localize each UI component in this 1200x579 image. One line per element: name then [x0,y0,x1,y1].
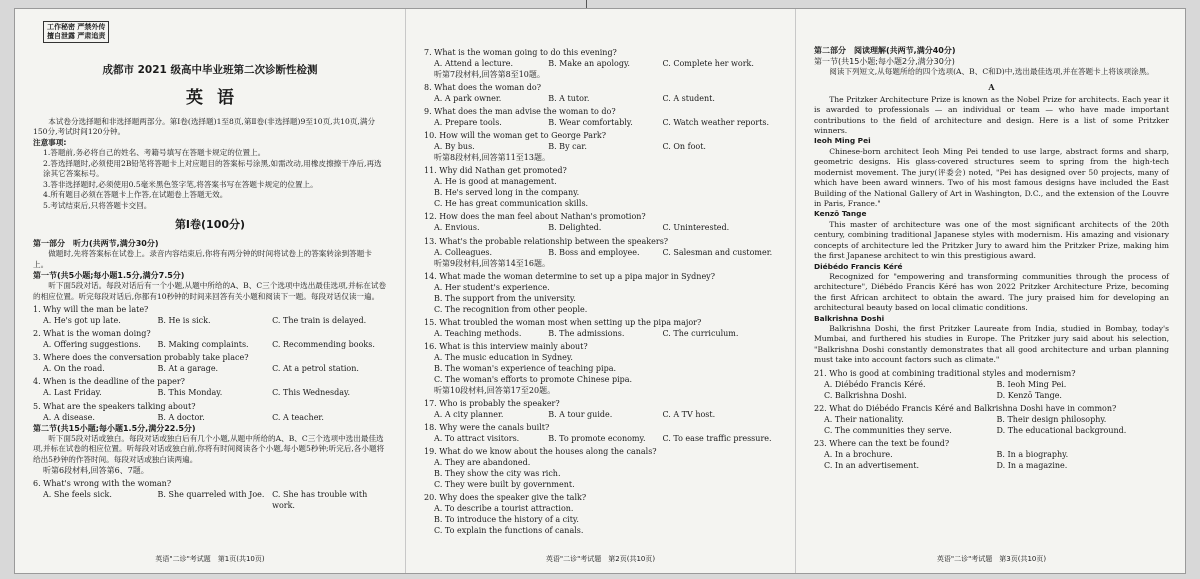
question-text: 19. What do we know about the houses along the canals? [424,447,657,457]
question-text: 4. When is the deadline of the paper? [33,377,185,387]
page-footer: 英语"二诊"考试题 第1页(共10页) [155,555,265,564]
options-row [814,460,1169,471]
option: A. A park owner. [434,94,502,104]
question-text: 3. Where does the conversation probably take place? [33,353,249,363]
question [814,368,1169,401]
option: A. Teaching methods. [434,328,522,338]
exam-sheet [14,8,1186,574]
winner-paragraph: Chinese-born architect Ieoh Ming Pei tended to use large, abstract forms and sharp, geometric designs. His glass-covered structures seem to spring from the high-tech modernist movement. The jury(评委会) noted, "Pei has designed over 50 projects, many of which have been award winners. Two of his most famous designs have included the East Building of the National Gallery of Art in Washington, D.C., and the extension of the Louvre in Paris, France." [814,146,1169,208]
options-row [814,390,1169,401]
question-text: 13. What's the probable relationship between the speakers? [424,236,669,246]
question [424,165,777,209]
question-group-1 [33,304,387,422]
option: B. A tour guide. [548,409,613,419]
question [424,398,777,420]
question [424,317,777,339]
option: B. At a garage. [157,364,219,374]
part2-heading: 第二部分 阅读理解(共两节,满分40分) [814,46,956,55]
option: A. Prepare tools. [434,118,502,128]
option: A. On the road. [43,364,105,374]
options-row [424,514,777,525]
option: B. Delighted. [548,223,602,233]
question-text: 17. Who is probably the speaker? [424,398,560,408]
options-row [33,363,387,374]
question-6 [33,478,387,511]
volume-title: 第Ⅰ卷(100分) [174,218,246,232]
passage-label: A [988,81,995,92]
option: A. Attend a lecture. [434,59,514,69]
exam-title: 成都市 2021 级高中毕业班第二次诊断性检测 [102,64,318,76]
sec1-heading: 第一节(共15小题;每小题2分,满分30分) [814,57,955,67]
question [424,82,777,104]
options-row [424,176,777,187]
option: A. She feels sick. [43,490,112,500]
option: A. He is good at management. [434,177,557,187]
options-row [424,503,777,514]
options-row [814,449,1169,460]
question [33,401,387,423]
options-row [424,479,777,490]
options-row [424,409,777,420]
option: D. The educational background. [996,425,1127,435]
option: B. Wear comfortably. [548,118,633,128]
question-text: 7. What is the woman going to do this evening? [424,48,617,57]
question [814,438,1169,471]
question-text: 22. What do Diébédo Francis Kéré and Balkrishna Doshi have in common? [814,403,1117,413]
question [424,47,777,69]
listen-instruction: 听第10段材料,回答第17至20题。 [434,385,556,395]
option: C. The woman's efforts to promote Chinese pipa. [434,374,633,384]
options-row [424,93,777,104]
question [33,352,387,374]
winner-heading: Diébédo Francis Kéré [814,261,903,271]
option: C. To ease traffic pressure. [662,434,772,444]
confidential-stamp [43,21,109,43]
option: C. Recommending books. [272,340,375,350]
question [814,403,1169,436]
question [424,446,777,490]
options-row [33,315,387,326]
option: B. To introduce the history of a city. [434,515,579,525]
question-text: 20. Why does the speaker give the talk? [424,493,587,503]
option: C. The communities they serve. [824,425,952,435]
option: A. Colleagues. [434,247,493,257]
question-text: 6. What's wrong with the woman? [33,479,172,489]
option: C. Balkrishna Doshi. [824,390,907,400]
part1-intro: 做题时,先将答案标在试卷上。录音内容结束后,你将有两分钟的时间将试卷上的答案转涂到答题卡上。 [33,249,372,269]
sec1-heading: 第一节(共5小题;每小题1.5分,满分7.5分) [33,271,185,281]
option: B. The admissions. [548,328,625,338]
option: B. In a biography. [996,449,1069,459]
winner-heading: Balkrishna Doshi [814,313,885,323]
winner-paragraph: Recognized for "empowering and transforming communities through the process of architecture", Diébédo Francis Kéré has won 2022 Pritzker Architecture Prize, becoming the first African architect to obtain the award. The jury praised him for developing an architectural beauty based on local climatic conditions. [814,271,1169,313]
option: A. Envious. [434,223,480,233]
options-row [33,489,387,511]
option: C. The curriculum. [662,328,739,338]
subject-title: 英语 [186,88,248,109]
option: B. Their design philosophy. [996,414,1107,424]
option: A. Her student's experience. [434,282,550,292]
question-text: 14. What made the woman determine to set up a pipa major in Sydney? [424,271,715,281]
listen-instruction: 听第8段材料,回答第11至13题。 [434,153,550,163]
passage-intro: The Pritzker Architecture Prize is known as the Nobel Prize for architects. Each year it is awarded to professionals — an individual or team — who have made important contributions to the field of architecture and design. Here is a list of some Pritzker winners. [814,94,1169,135]
option: A. By bus. [434,142,475,152]
question-text: 8. What does the woman do? [424,83,541,93]
options-row [424,117,777,128]
page-2 [405,9,795,573]
option: A. A disease. [43,412,95,422]
question [424,106,777,128]
question-text: 12. How does the man feel about Nathan's promotion? [424,212,646,222]
option: B. Boss and employee. [548,247,640,257]
option: B. Ieoh Ming Pei. [996,379,1067,389]
question [424,341,777,385]
option: D. In a magazine. [996,461,1068,470]
option: B. A doctor. [157,412,205,422]
options-row [33,339,387,350]
option: C. Uninterested. [662,223,730,233]
stamp-line-1: 工作秘密 严禁外传 [47,23,106,31]
question [424,492,777,536]
question [424,211,777,233]
note-item: 3.答非选择题时,必须使用0.5毫米黑色签字笔,将答案书写在答题卡规定的位置上。 [43,179,318,189]
option: C. They were built by government. [434,480,575,490]
page-footer: 英语"二诊"考试题 第3页(共10页) [936,555,1047,564]
options-row [424,328,777,339]
option: B. A tutor. [548,94,590,104]
option: C. Watch weather reports. [662,118,770,128]
options-row [424,352,777,363]
option: C. This Wednesday. [272,388,351,398]
option: C. A student. [662,94,715,104]
sec1-intro: 听下面5段对话。每段对话后有一个小题,从题中所给的A、B、C三个选项中选出最佳选项,并标在试卷的相应位置。听完每段对话后,你都有10秒钟的时间来回答有关小题和阅读下一题。每段对话仅读一遍。 [33,281,387,301]
option: B. They show the city was rich. [434,469,561,479]
winner-heading: Kenzō Tange [814,209,867,219]
option: B. He is sick. [157,316,211,326]
options-row [424,363,777,374]
option: C. In an advertisement. [824,461,920,470]
option: C. She has trouble with work. [272,490,368,511]
option: A. A city planner. [434,409,504,419]
question-text: 2. What is the woman doing? [33,329,151,339]
winner-paragraph: Balkrishna Doshi, the first Pritzker Laureate from India, studied in Bombay, today's Mumbai, and furthered his studies in Europe. The Pritzker jury said about his selection, "Balkrishna Doshi constantly demonstrates that all good architecture and urban planning must take into account factors such as climate." [814,323,1169,365]
options-row [33,412,387,423]
options-row [424,141,777,152]
question-text: 9. What does the man advise the woman to do? [424,107,616,117]
option: A. He's got up late. [43,316,121,326]
option: C. Salesman and customer. [662,247,773,257]
option: B. She quarreled with Joe. [157,490,265,500]
options-row [424,222,777,233]
question [424,130,777,152]
question [33,376,387,398]
option: A. In a brochure. [824,449,893,459]
option: C. The train is delayed. [272,316,367,326]
options-row [424,58,777,69]
options-row [424,247,777,258]
option: C. A teacher. [272,412,324,422]
listen-instruction: 听第6段材料,回答第6、7题。 [43,466,149,476]
option: A. Last Friday. [43,388,102,398]
option: A. Their nationality. [824,414,904,424]
exam-intro: 本试卷分选择题和非选择题两部分。第Ⅰ卷(选择题)1至8页,第Ⅱ卷(非选择题)9至10页,共10页,满分150分,考试时间120分钟。 [33,116,376,137]
note-item: 1.答题前,务必将自己的姓名、考籍号填写在答题卡规定的位置上。 [43,148,266,158]
notes-heading: 注意事项: [33,137,67,147]
question-text: 16. What is this interview mainly about? [424,341,588,351]
option: A. Diébédo Francis Kéré. [824,379,926,389]
option: C. He has great communication skills. [434,199,589,209]
option: B. Make an apology. [548,59,630,69]
option: B. By car. [548,142,587,152]
sec2-heading: 第二节(共15小题;每小题1.5分,满分22.5分) [33,423,196,433]
options-row [424,374,777,385]
sec1-intro: 阅读下列短文,从每题所给的四个选项(A、B、C和D)中,选出最佳选项,并在答题卡上将该项涂黑。 [829,67,1154,77]
options-row [424,433,777,444]
options-row [424,282,777,293]
options-row [814,425,1169,436]
part1-heading: 第一部分 听力(共两节,满分30分) [33,239,159,249]
option: D. Kenzō Tange. [996,390,1062,400]
option: A. To attract visitors. [434,434,520,444]
sec2-intro: 听下面5段对话或独白。每段对话或独白后有几个小题,从题中所给的A、B、C三个选项中选出最佳选项,并标在试卷的相应位置。听每段对话或独白前,你将有时间阅读各个小题,每小题5秒钟;听完后,各小题将给出5秒钟的作答时间。每段对话或独白读两遍。 [33,433,385,464]
question-text: 11. Why did Nathan get promoted? [424,166,567,176]
options-row [814,379,1169,390]
options-row [424,304,777,315]
option: B. Making complaints. [157,340,249,350]
reading-questions [814,368,1169,471]
options-row [814,414,1169,425]
option: B. To promote economy. [548,434,646,444]
question [33,478,387,511]
question-text: 15. What troubled the woman most when setting up the pipa major? [424,317,702,327]
option: C. The recognition from other people. [434,304,588,314]
winner-heading: Ieoh Ming Pei [814,136,871,146]
winner-paragraph: This master of architecture was one of the most significant architects of the 20th century, combining traditional Japanese styles with modernism. His amazing and visionary concepts of architecture led the Pritzker Jury to award him the Pritzker Prize, making him the first Japanese architect to win this prestigious award. [814,219,1169,261]
options-row [424,293,777,304]
option: B. The woman's experience of teaching pipa. [434,363,617,373]
options-row [424,468,777,479]
listen-instruction: 听第9段材料,回答第14至16题。 [434,258,550,268]
options-row [424,525,777,536]
question [424,271,777,315]
stamp-line-2: 擅自泄露 严肃追责 [47,32,106,41]
option: A. They are abandoned. [434,458,531,468]
note-item: 4.所有题目必须在答题卡上作答,在试题卷上答题无效。 [43,190,228,200]
page-1 [15,9,405,573]
option: C. At a petrol station. [272,364,359,374]
page-footer: 英语"二诊"考试题 第2页(共10页) [545,555,656,564]
option: C. To explain the functions of canals. [434,526,584,536]
option: B. The support from the university. [434,293,576,303]
option: C. A TV host. [662,409,716,419]
question [33,328,387,350]
question [33,304,387,326]
notes-list [33,148,387,211]
page-2-items [424,47,777,536]
note-item: 5.考试结束后,只将答题卡交回。 [43,200,152,210]
options-row [424,457,777,468]
option: C. On foot. [662,142,706,152]
page-3 [795,9,1187,573]
note-item: 2.答选择题时,必须使用2B铅笔将答题卡上对应题目的答案标号涂黑,如需改动,用橡皮擦擦干净后,再选涂其它答案标号。 [43,158,382,179]
question-text: 5. What are the speakers talking about? [33,401,196,411]
binding-mark [586,0,587,8]
question [424,422,777,444]
option: A. Offering suggestions. [43,340,141,350]
question-text: 1. Why will the man be late? [33,305,149,315]
question [424,236,777,258]
options-row [33,387,387,398]
question-text: 21. Who is good at combining traditional styles and modernism? [814,368,1076,378]
option: B. This Monday. [157,388,223,398]
option: A. To describe a tourist attraction. [434,504,574,514]
option: A. The music education in Sydney. [434,352,573,362]
option: B. He's served long in the company. [434,188,580,198]
question-text: 23. Where can the text be found? [814,438,950,448]
options-row [424,187,777,198]
question-text: 10. How will the woman get to George Park? [424,131,606,141]
question-text: 18. Why were the canals built? [424,423,550,432]
listen-instruction: 听第7段材料,回答第8至10题。 [434,70,545,80]
options-row [424,198,777,209]
option: C. Complete her work. [662,59,754,69]
